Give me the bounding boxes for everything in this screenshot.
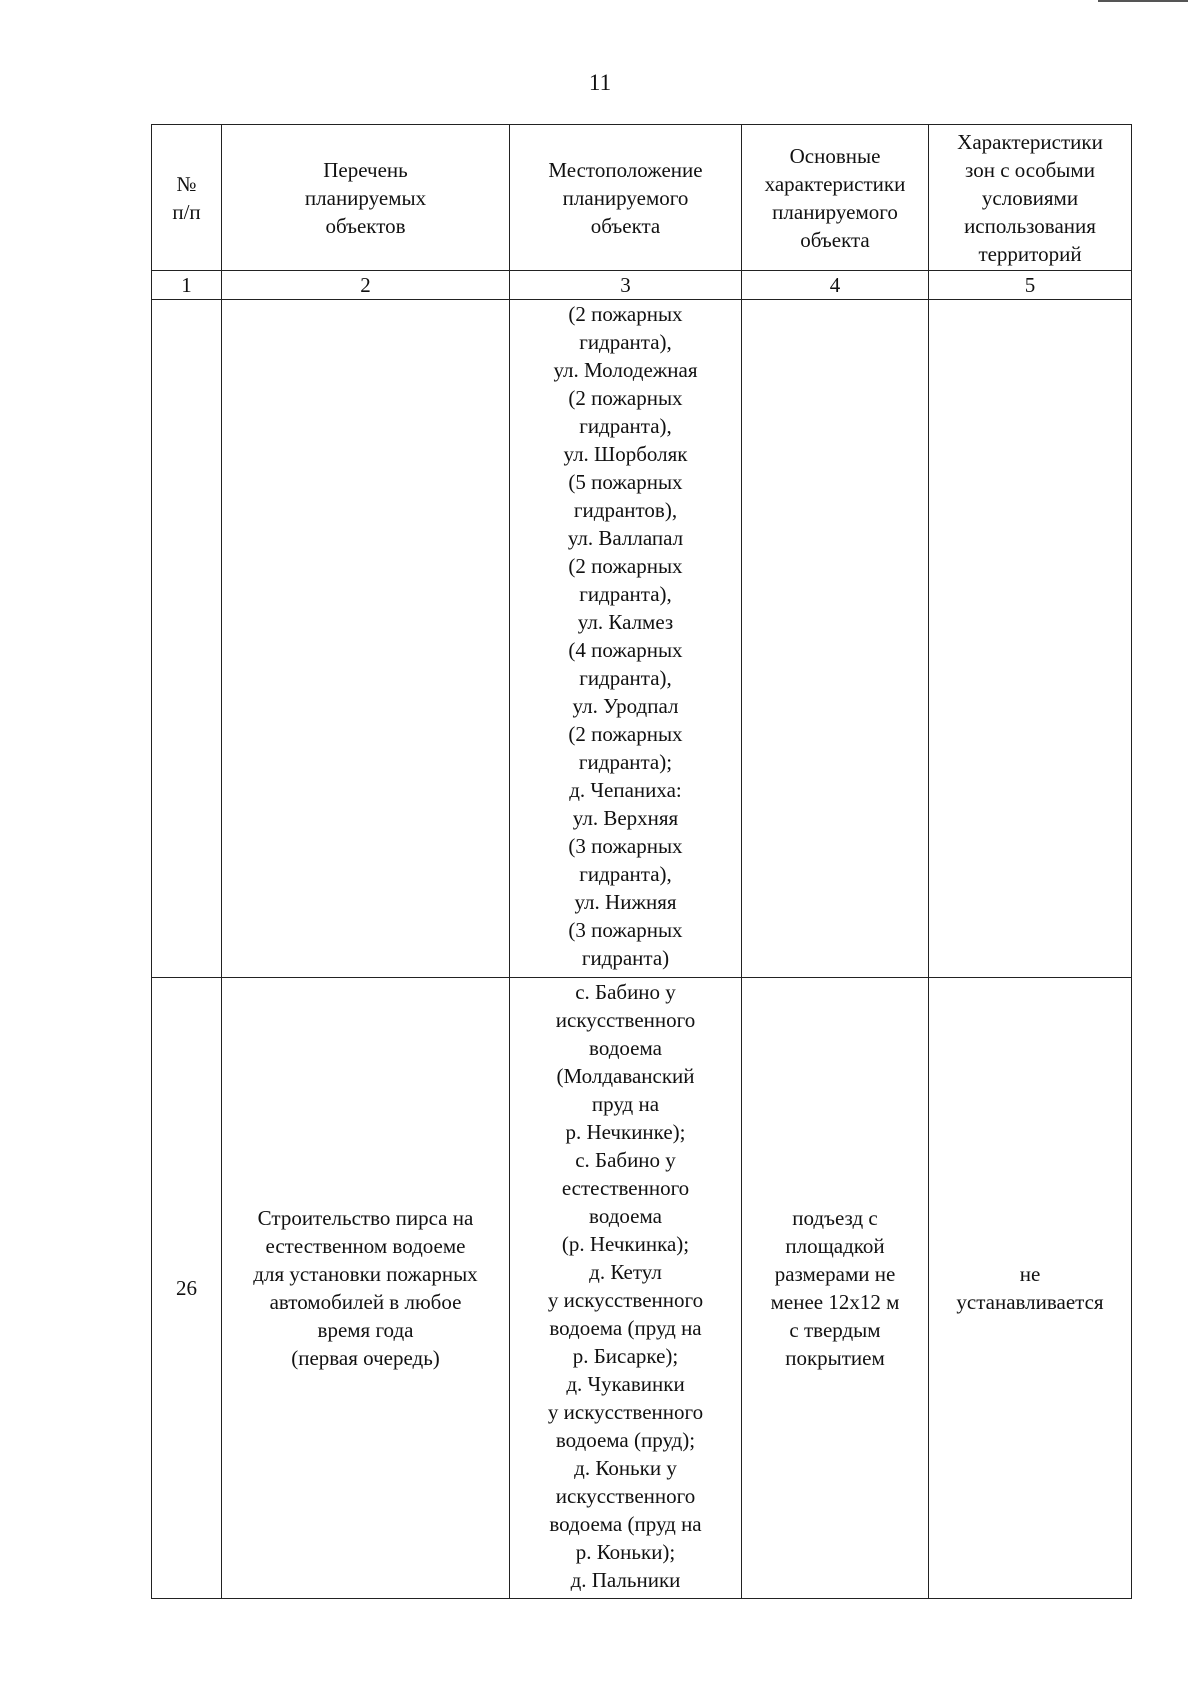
- column-number-row: [152, 271, 1132, 300]
- text-line: д. Коньки у: [574, 1456, 677, 1480]
- text-line: (2 пожарных: [568, 722, 683, 746]
- header-zone-characteristics: [929, 125, 1132, 271]
- planned-objects-table: [151, 124, 1132, 1599]
- header-location: [510, 125, 742, 271]
- text-line: подъезд с: [792, 1206, 878, 1230]
- text-line: ул. Нижняя: [574, 890, 677, 914]
- text-line: гидранта),: [579, 582, 672, 606]
- text-line: (5 пожарных: [568, 470, 683, 494]
- table-header-row: [152, 125, 1132, 271]
- text-line: гидрантов),: [573, 498, 678, 522]
- text-line: водоема (пруд на: [549, 1512, 702, 1536]
- row-number: 26: [152, 978, 222, 1599]
- text-line: гидранта): [581, 946, 670, 970]
- text-line: ул. Молодежная: [553, 358, 698, 382]
- zones-cell: [929, 978, 1132, 1599]
- text-line: искусственного: [555, 1008, 696, 1032]
- text-line: время года: [317, 1318, 414, 1342]
- text-line: для установки пожарных: [253, 1262, 478, 1286]
- text-line: (р. Нечкинка);: [561, 1232, 690, 1256]
- text-line: гидранта),: [579, 862, 672, 886]
- header-number: [152, 125, 222, 271]
- text-line: (4 пожарных: [568, 638, 683, 662]
- continued-number-cell: [152, 300, 222, 978]
- header-line: №: [176, 171, 197, 196]
- header-line: объектов: [325, 213, 406, 238]
- header-line: Характеристики: [957, 129, 1103, 154]
- header-line: планируемых: [304, 185, 427, 210]
- text-line: д. Кетул: [589, 1260, 662, 1284]
- text-line: с. Бабино у: [575, 1148, 676, 1172]
- text-line: у искусственного: [547, 1400, 704, 1424]
- text-line: не: [1019, 1262, 1041, 1286]
- header-objects-list: [222, 125, 510, 271]
- text-line: (первая очередь): [291, 1346, 440, 1370]
- text-line: площадкой: [785, 1234, 885, 1258]
- text-line: (Молдаванский: [556, 1064, 695, 1088]
- text-line: ул. Уродпал: [572, 694, 679, 718]
- column-number: 1: [152, 271, 222, 300]
- text-line: естественного: [561, 1176, 690, 1200]
- text-line: (2 пожарных: [568, 554, 683, 578]
- header-line: объекта: [800, 227, 870, 252]
- header-line: территорий: [978, 241, 1082, 266]
- characteristics-cell: [742, 978, 929, 1599]
- text-line: Строительство пирса на: [257, 1206, 474, 1230]
- text-line: ул. Калмез: [577, 610, 674, 634]
- text-line: водоема: [589, 1204, 662, 1228]
- text-line: ул. Верхняя: [572, 806, 679, 830]
- text-line: менее 12х12 м: [770, 1290, 900, 1314]
- continued-row: [152, 300, 1132, 978]
- text-line: (3 пожарных: [568, 918, 683, 942]
- text-line: естественном водоеме: [265, 1234, 466, 1258]
- text-line: гидранта);: [578, 750, 673, 774]
- text-line: пруд на: [591, 1092, 660, 1116]
- text-line: с. Бабино у: [575, 980, 676, 1004]
- text-line: д. Чепаниха:: [569, 778, 682, 802]
- header-line: планируемого: [772, 199, 898, 224]
- text-line: устанавливается: [956, 1290, 1104, 1314]
- text-line: ул. Валлапал: [567, 526, 684, 550]
- scan-corner-mark: [1098, 0, 1188, 2]
- text-line: гидранта),: [579, 330, 672, 354]
- header-line: условиями: [981, 185, 1079, 210]
- column-number: 2: [222, 271, 510, 300]
- text-line: размерами не: [774, 1262, 896, 1286]
- text-line: р. Коньки);: [575, 1540, 676, 1564]
- table-row: [152, 978, 1132, 1599]
- continued-characteristics-cell: [742, 300, 929, 978]
- text-line: водоема: [589, 1036, 662, 1060]
- continued-object-cell: [222, 300, 510, 978]
- column-number: 5: [929, 271, 1132, 300]
- column-number: 4: [742, 271, 929, 300]
- text-line: у искусственного: [547, 1288, 704, 1312]
- header-line: использования: [964, 213, 1096, 238]
- continued-location-cell: [510, 300, 742, 978]
- header-main-characteristics: [742, 125, 929, 271]
- text-line: покрытием: [785, 1346, 885, 1370]
- object-cell: [222, 978, 510, 1599]
- text-line: водоема (пруд на: [549, 1316, 702, 1340]
- text-line: (2 пожарных: [568, 386, 683, 410]
- header-line: Местоположение: [548, 157, 703, 182]
- text-line: гидранта),: [579, 666, 672, 690]
- header-line: Основные: [789, 143, 881, 168]
- header-line: Перечень: [323, 157, 408, 182]
- header-line: объекта: [590, 213, 661, 238]
- text-line: д. Пальники: [570, 1568, 681, 1592]
- text-line: (3 пожарных: [568, 834, 683, 858]
- text-line: автомобилей в любое: [269, 1290, 462, 1314]
- text-line: (2 пожарных: [568, 302, 683, 326]
- continued-zones-cell: [929, 300, 1132, 978]
- text-line: р. Бисарке);: [572, 1344, 679, 1368]
- text-line: р. Нечкинке);: [565, 1120, 686, 1144]
- header-line: характеристики: [764, 171, 906, 196]
- page-number: 11: [588, 70, 612, 95]
- header-line: планируемого: [562, 185, 689, 210]
- text-line: д. Чукавинки: [566, 1372, 685, 1396]
- header-line: зон с особыми: [965, 157, 1095, 182]
- location-cell: [510, 978, 742, 1599]
- text-line: искусственного: [555, 1484, 696, 1508]
- text-line: с твердым: [789, 1318, 881, 1342]
- header-line: п/п: [172, 199, 201, 224]
- text-line: гидранта),: [579, 414, 672, 438]
- column-number: 3: [510, 271, 742, 300]
- text-line: ул. Шорболяк: [563, 442, 688, 466]
- text-line: водоема (пруд);: [555, 1428, 696, 1452]
